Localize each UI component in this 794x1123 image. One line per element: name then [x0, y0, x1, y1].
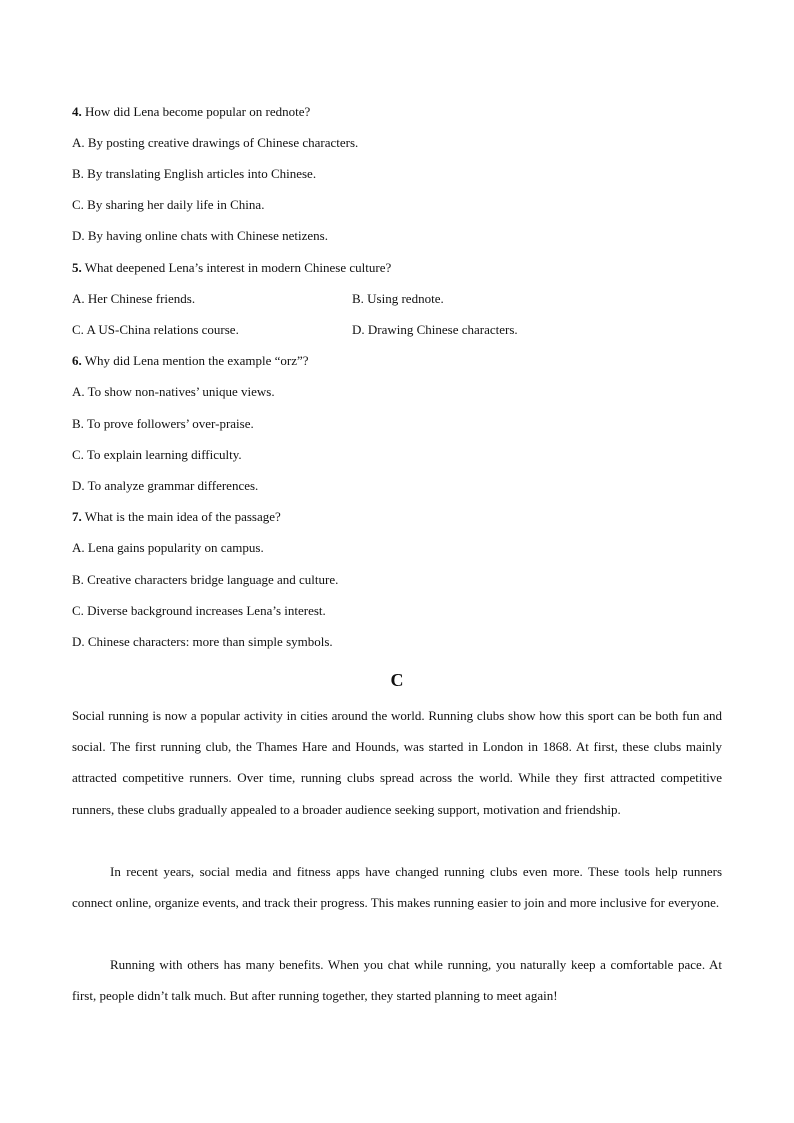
passage-paragraph-2: In recent years, social media and fitness apps have changed running clubs even more. These tools help runners connect online, organize events, and track their progress. This makes running easier to join and more inclusive for everyone. [72, 864, 722, 911]
passage-paragraph-1: Social running is now a popular activity in cities around the world. Running clubs show how this sport can be both fun and social. The first running club, the Thames Hare and Hounds, was started in London in 1868. At first, these clubs mainly attracted competitive runners. Over time, running clubs spread across the world. While they first attracted competitive runners, these clubs gradually appealed to a broader audience seeking support, motivation and friendship. [72, 708, 722, 817]
question-text: Why did Lena mention the example “orz”? [81, 353, 309, 368]
question-6-option-c: C. To explain learning difficulty. [72, 447, 242, 462]
question-6-option-d: D. To analyze grammar differences. [72, 478, 259, 493]
question-6-stem [72, 353, 309, 369]
question-number: 4. [72, 104, 82, 119]
question-5-option-b: B. Using rednote. [352, 291, 444, 306]
question-text: What is the main idea of the passage? [81, 509, 281, 524]
section-title: C [390, 670, 404, 690]
question-number: 5. [72, 260, 82, 275]
question-5-stem [72, 260, 391, 276]
question-number: 6. [72, 353, 82, 368]
passage-paragraph-3: Running with others has many benefits. When you chat while running, you naturally keep a comfortable pace. At first, people didn’t talk much. But after running together, they started planning to meet again! [72, 957, 722, 1004]
question-6-option-a: A. To show non-natives’ unique views. [72, 384, 275, 399]
question-5-option-d: D. Drawing Chinese characters. [352, 322, 518, 337]
question-7-stem [72, 509, 281, 525]
question-4-stem [72, 104, 310, 120]
question-number: 7. [72, 509, 82, 524]
question-7-option-a: A. Lena gains popularity on campus. [72, 540, 264, 555]
question-5-option-c: C. A US-China relations course. [72, 322, 239, 337]
question-7-option-d: D. Chinese characters: more than simple symbols. [72, 634, 333, 649]
question-text: How did Lena become popular on rednote? [81, 104, 311, 119]
question-text: What deepened Lena’s interest in modern Chinese culture? [81, 260, 392, 275]
question-4-option-c: C. By sharing her daily life in China. [72, 197, 265, 212]
question-7-option-b: B. Creative characters bridge language and culture. [72, 572, 339, 587]
question-5-option-a: A. Her Chinese friends. [72, 291, 196, 306]
question-4-option-b: B. By translating English articles into Chinese. [72, 166, 317, 181]
question-7-option-c: C. Diverse background increases Lena’s interest. [72, 603, 326, 618]
question-4-option-d: D. By having online chats with Chinese netizens. [72, 228, 328, 243]
question-4-option-a: A. By posting creative drawings of Chinese characters. [72, 135, 359, 150]
question-6-option-b: B. To prove followers’ over-praise. [72, 416, 254, 431]
